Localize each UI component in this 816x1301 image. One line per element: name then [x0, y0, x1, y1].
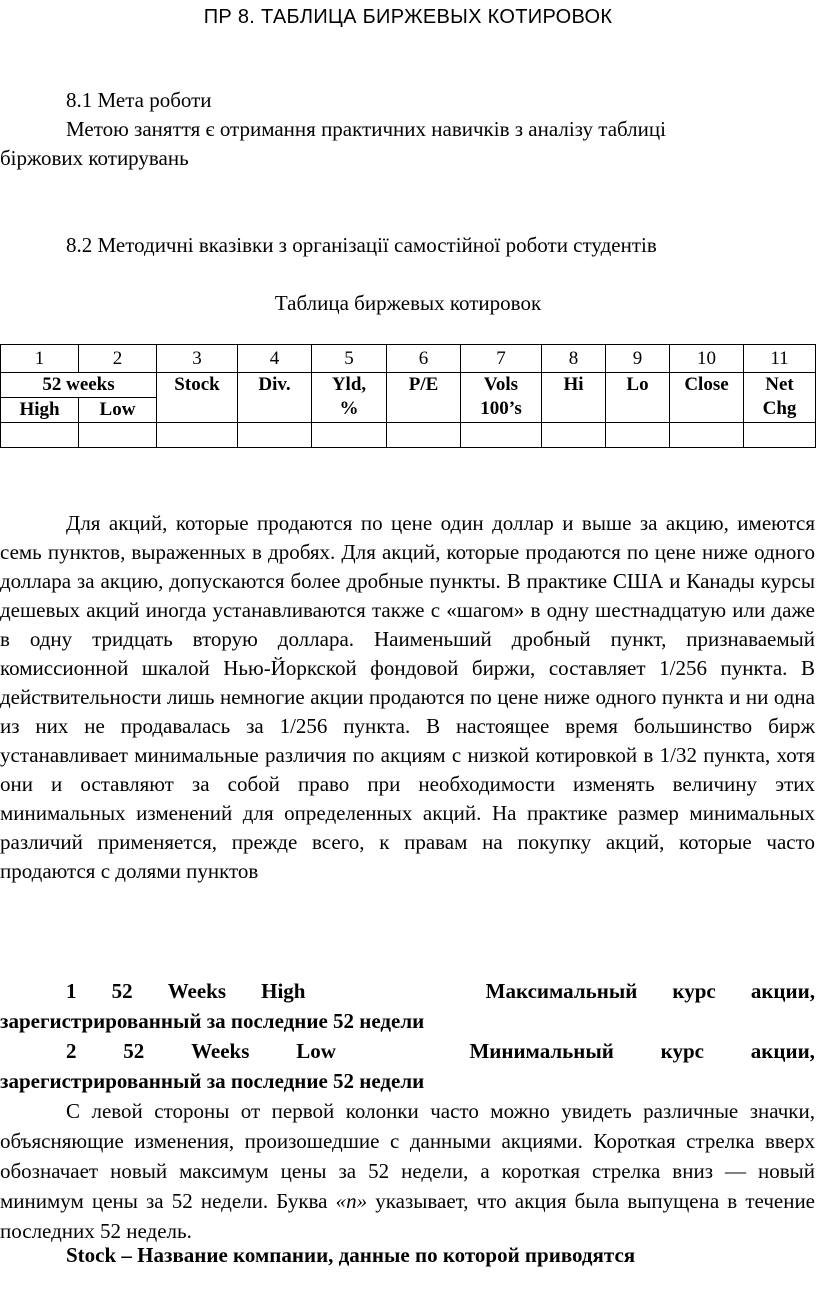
- empty-cell: [157, 423, 238, 448]
- col-number: 2: [79, 345, 157, 373]
- table-number-row: [1, 345, 816, 373]
- header-high: High: [1, 398, 79, 423]
- col-number: 10: [670, 345, 744, 373]
- empty-cell: [1, 423, 79, 448]
- empty-cell: [387, 423, 461, 448]
- paragraph-price-fractions: Для акций, которые продаются по цене один доллар и выше за акцию, имеются семь пунктов, выраженных в дробях. Для акций, которые продаются по цене ниже одного доллара за акцию, допускаются более дробные пункты. В практике США и Канады курсы дешевых акций иногда устанавливаются также с «шагом» в одну шестнадцатую или даже в одну тридцать вторую доллара. Наименьший дробный пункт, признаваемый комиссионной шкалой Нью-Йоркской фондовой биржи, составляет 1/256 пункта. В действительности лишь немногие акции продаются по цене ниже одного пункта и ни одна из них не продавалась за 1/256 пункта. В настоящее время большинство бирж устанавливает минимальные различия по акциям с низкой котировкой в 1/32 пункта, хотя они и оставляют за собой право при необходимости изменять величину этих минимальных изменений для определенных акций. На практике размер минимальных различий применяется, прежде всего, к правам на покупку акций, которые часто продаются с долями пунктов: [0, 511, 815, 883]
- goal-text-line1: Метою заняття є отримання практичних навичків з аналізу таблиці: [66, 117, 666, 141]
- header-vols-1: Vols: [483, 374, 519, 395]
- header-low: Low: [79, 398, 157, 423]
- header-vols-2: 100’s: [480, 398, 522, 419]
- col-number: 8: [542, 345, 606, 373]
- empty-cell: [79, 423, 157, 448]
- term-word: 52: [123, 1039, 145, 1063]
- section-heading-guidelines: 8.2 Методичні вказівки з організації самостійної роботи студентів: [66, 233, 657, 257]
- col-number: 6: [387, 345, 461, 373]
- term-52-weeks-high: [0, 976, 815, 1036]
- header-vols: [461, 373, 542, 423]
- empty-cell: [238, 423, 312, 448]
- col-number: 3: [157, 345, 238, 373]
- header-52-weeks: 52 weeks: [1, 373, 157, 398]
- col-number: 4: [238, 345, 312, 373]
- stock-definition: Stock – Название компании, данные по которой приводятся: [66, 1243, 636, 1267]
- term-word: Минимальный: [469, 1039, 614, 1063]
- markers-text-2: указывает, что акция была выпущена в течение последних 52 недель.: [0, 1189, 816, 1243]
- term-word: High: [261, 979, 306, 1003]
- term-word: акции,: [750, 1039, 815, 1063]
- header-net-chg-1: Net: [765, 374, 794, 395]
- section-heading-goal: 8.1 Мета роботи: [66, 88, 212, 112]
- header-lo: Lo: [606, 373, 670, 423]
- term-word: акции,: [750, 979, 815, 1003]
- empty-cell: [744, 423, 816, 448]
- table-header-row: [1, 373, 816, 398]
- term-word: курс: [660, 1039, 704, 1063]
- table-caption: Таблица биржевых котировок: [274, 291, 542, 315]
- term-word: Максимальный: [485, 979, 638, 1003]
- header-yld-1: Yld,: [331, 374, 367, 395]
- term-word: 52: [111, 979, 133, 1003]
- term-gap: [341, 976, 451, 1006]
- term-52-weeks-low: [0, 1036, 815, 1096]
- col-number: 9: [606, 345, 670, 373]
- empty-cell: [461, 423, 542, 448]
- header-yld-2: %: [339, 398, 359, 419]
- empty-cell: [312, 423, 387, 448]
- markers-italic-letter: «п»: [335, 1189, 368, 1213]
- paragraph-markers: [0, 1096, 815, 1246]
- page-title: ПР 8. ТАБЛИЦА БИРЖЕВЫХ КОТИРОВОК: [203, 6, 613, 28]
- markers-text-1: С левой стороны от первой колонки часто можно увидеть различные значки, объясняющие изменения, произошедшие с данными акциями. Короткая стрелка вверх обозначает новый максимум цены за 52 недели, а короткая стрелка вниз — новый минимум цены за 52 недели. Буква: [0, 1099, 815, 1213]
- table-empty-row: [1, 423, 816, 448]
- header-stock: Stock: [157, 373, 238, 423]
- term-word: Weeks: [167, 979, 227, 1003]
- term-definition-line2: зарегистрированный за последние 52 недели: [0, 1069, 425, 1093]
- quotes-table: [0, 344, 816, 448]
- col-number: 1: [1, 345, 79, 373]
- header-pe: P/E: [387, 373, 461, 423]
- header-net-chg-2: Chg: [762, 398, 797, 419]
- goal-text-line2: біржових котирувань: [0, 146, 189, 170]
- header-hi: Hi: [542, 373, 606, 423]
- header-net-chg: [744, 373, 816, 423]
- empty-cell: [542, 423, 606, 448]
- col-number: 7: [461, 345, 542, 373]
- term-word: Weeks: [191, 1039, 250, 1063]
- term-word: Low: [296, 1039, 336, 1063]
- col-number: 5: [312, 345, 387, 373]
- term-gap: [383, 1036, 423, 1066]
- term-word: курс: [672, 979, 716, 1003]
- header-yld: [312, 373, 387, 423]
- header-div: Div.: [238, 373, 312, 423]
- header-close: Close: [670, 373, 744, 423]
- empty-cell: [606, 423, 670, 448]
- term-number: 1: [66, 979, 77, 1003]
- term-definition-line2: зарегистрированный за последние 52 недели: [0, 1009, 425, 1033]
- term-number: 2: [66, 1039, 77, 1063]
- empty-cell: [670, 423, 744, 448]
- col-number: 11: [744, 345, 816, 373]
